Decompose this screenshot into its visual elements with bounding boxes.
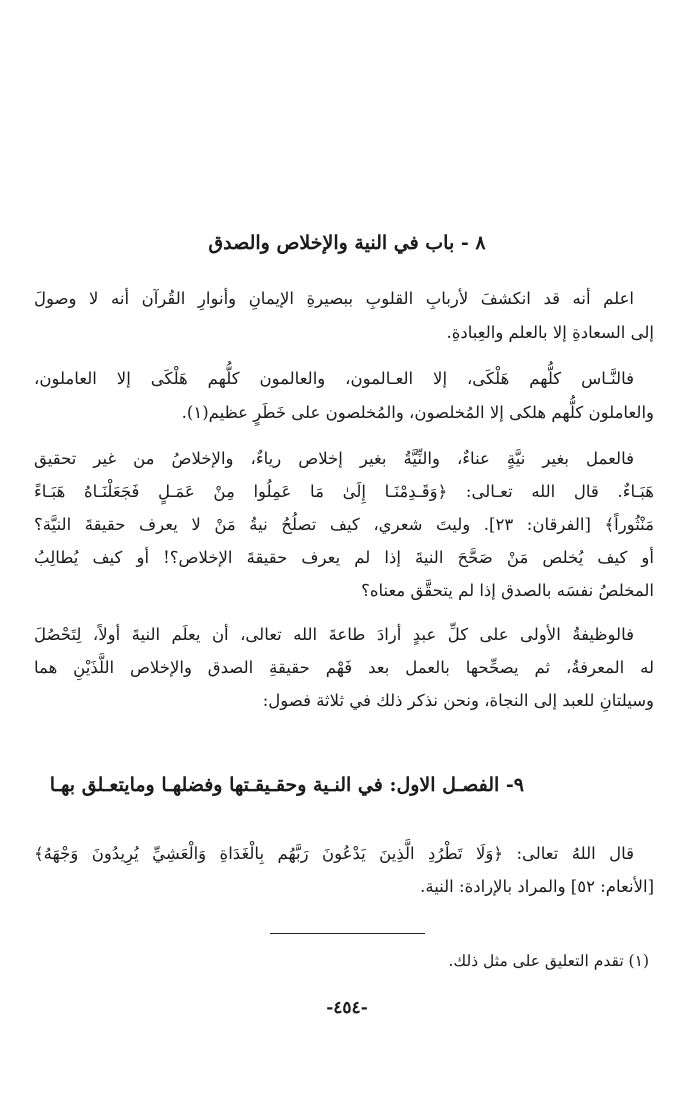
text-line: والعاملون كلُّهم هلكى إلا المُخلصون، والمُخلصون على خَطَرٍ عظيم(١). [181,403,654,422]
text-line: المخلصُ نفسَه بالصدق إذا لم يتحقَّق معناه؟ [361,581,654,600]
footnote: (١) تقدم التعليق على مثل ذلك. [448,952,649,970]
text-line: إلى السعادةِ إلا بالعلم والعِبادةِ. [446,323,654,342]
text-line: هَبَـاءٌ. قال الله تعـالى: ﴿وَقَـدِمْنَـا إِلَىٰ مَا عَمِلُوا مِنْ عَمَـلٍ فَجَعَلْنَـاهُ هَبَـاءً [34,482,654,501]
text-line: وسيلتانِ للعبد إلى النجاة، ونحن نذكر ذلك في ثلاثة فصول: [262,691,654,710]
text-line: له المعرفةُ، ثم يصحِّحها بالعمل بعد فَهْم حقيقةِ الصدق والإخلاص اللَّذَيْنِ هما [34,658,654,677]
section-heading: ٨ - باب في النية والإخلاص والصدق [208,232,486,254]
text-line: قال اللهُ تعالى: ﴿وَلَا تَطْرُدِ الَّذِينَ يَدْعُونَ رَبَّهُم بِالْغَدَاةِ وَالْعَشِيِّ يُرِيدُونَ وَجْهَهُ﴾ [34,844,634,863]
text-line: اعلم أنه قد انكشفَ لأربابِ القلوبِ ببصيرةِ الإيمانِ وأنوارِ القُرآن أنه لا وصولَ [34,289,634,308]
text-line: مَنْثُوراً﴾ [الفرقان: ٢٣]. وليتَ شعري، كيف تصلُحُ نيةُ مَنْ لا يعرف حقيقةَ النيَّة؟ [34,515,655,534]
page-number: -٤٥٤- [326,998,368,1018]
text-line: فالعمل بغير نيَّةٍ عناءٌ، والنِّيَّةُ بغير إخلاص رياءٌ، والإخلاصُ من غير تحقيق [34,449,634,468]
text-line: فالوظيفةُ الأولى على كلِّ عبدٍ أرادَ طاعةَ الله تعالى، أن يعلَم النيةَ أولاً، لِتَحْصُلَ [34,625,634,644]
footnote-divider [270,933,425,934]
text-line: أو كيف يُخلص مَنْ صَحَّحَ النيةَ إذا لم يعرف حقيقةَ الإخلاص؟! أو كيف يُطالِبُ [34,548,654,567]
chapter-heading: ٩- الفصـل الاول: في النـية وحقـيقـتها وفضلهـا ومايتعـلق بهـا [49,774,524,796]
text-line: فالنَّـاس كلُّهم هَلْكَى، إلا العـالمون، والعالمون كلُّهم هَلْكَى إلا العاملون، [34,369,634,388]
text-line: [الأنعام: ٥٢] والمراد بالإرادة: النية. [420,877,654,896]
